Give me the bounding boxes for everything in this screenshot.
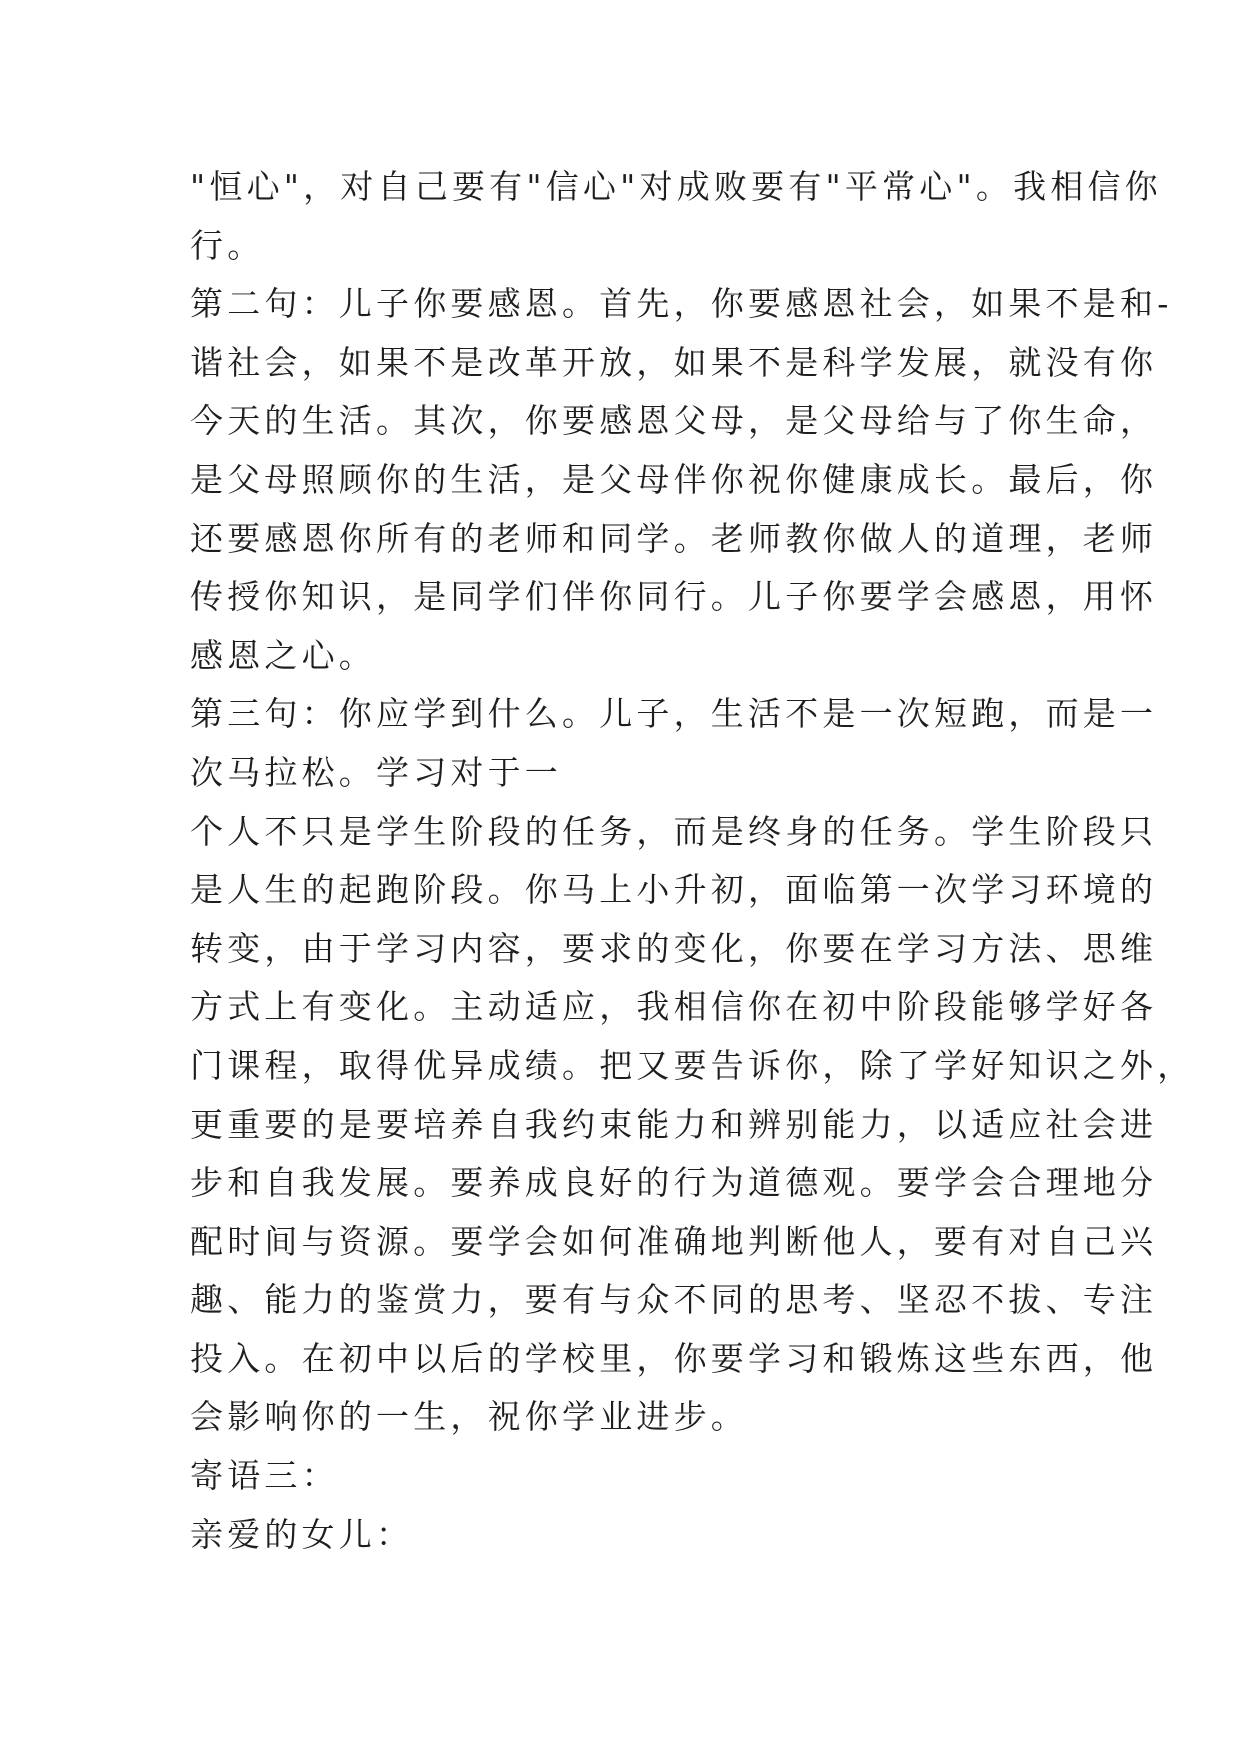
text-line: 个人不只是学生阶段的任务，而是终身的任务。学生阶段只: [190, 811, 1158, 851]
text-line: 是人生的起跑阶段。你马上小升初，面临第一次学习环境的: [190, 870, 1158, 910]
text-line: 投入。在初中以后的学校里，你要学习和锻炼这些东西，他: [190, 1338, 1158, 1378]
text-line: 谐社会，如果不是改革开放，如果不是科学发展，就没有你: [190, 342, 1158, 382]
text-line: 更重要的是要培养自我约束能力和辨别能力，以适应社会进: [190, 1104, 1158, 1144]
document-body: [190, 158, 1195, 1564]
text-line: 趣、能力的鉴赏力，要有与众不同的思考、坚忍不拔、专注: [190, 1280, 1158, 1320]
text-line: "恒心"，对自己要有"信心"对成败要有"平常心"。我相信你: [190, 167, 1162, 206]
text-line: 方式上有变化。主动适应，我相信你在初中阶段能够学好各: [190, 987, 1158, 1027]
salutation: 亲爱的女儿：: [190, 1514, 414, 1554]
text-line: 第二句：儿子你要感恩。首先，你要感恩社会，如果不是和-: [190, 284, 1173, 324]
text-line: 转变，由于学习内容，要求的变化，你要在学习方法、思维: [190, 928, 1158, 968]
text-line: 感恩之心。: [190, 635, 376, 675]
text-line: 传授你知识，是同学们伴你同行。儿子你要学会感恩，用怀: [190, 577, 1158, 617]
text-line: 今天的生活。其次，你要感恩父母，是父母给与了你生命，: [190, 401, 1158, 441]
text-line: 是父母照顾你的生活，是父母伴你祝你健康成长。最后，你: [190, 459, 1158, 499]
text-line: 行。: [190, 225, 265, 265]
text-line: 配时间与资源。要学会如何准确地判断他人，要有对自己兴: [190, 1221, 1158, 1261]
text-line: 第三句：你应学到什么。儿子，生活不是一次短跑，而是一: [190, 694, 1158, 734]
section-heading: 寄语三：: [190, 1456, 339, 1496]
text-line: 次马拉松。学习对于一: [190, 752, 562, 792]
text-line: 还要感恩你所有的老师和同学。老师教你做人的道理，老师: [190, 518, 1158, 558]
text-line: 步和自我发展。要养成良好的行为道德观。要学会合理地分: [190, 1163, 1158, 1203]
text-line: 门课程，取得优异成绩。把又要告诉你，除了学好知识之外，: [190, 1045, 1195, 1085]
text-line: 会影响你的一生，祝你学业进步。: [190, 1397, 748, 1437]
